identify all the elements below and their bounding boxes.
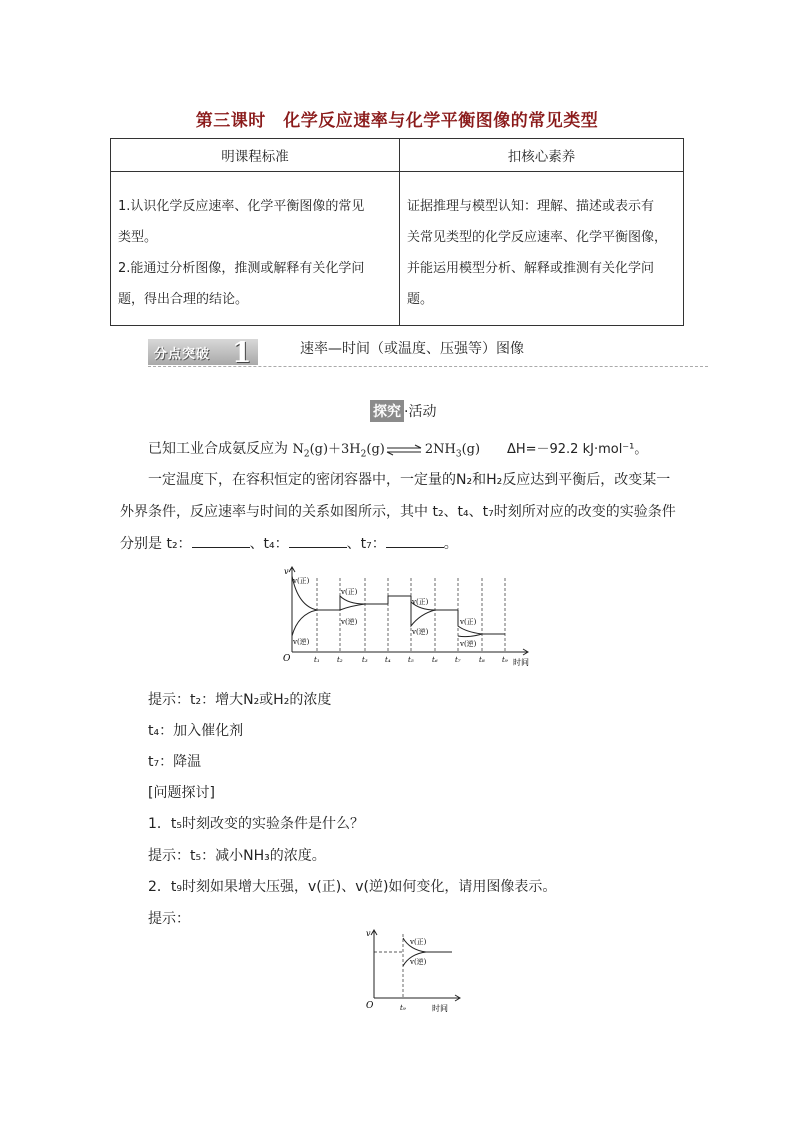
forward-rate-curve-2 xyxy=(340,596,365,610)
tick-t9: t₉ xyxy=(502,656,508,664)
question-2: 2．t₉时刻如果增大压强，v(正)、v(逆)如何变化，请用图像表示。 xyxy=(148,879,557,895)
answer-blank-t2[interactable] xyxy=(192,533,250,548)
forward-label: v(正) xyxy=(410,938,427,946)
reverse-rate-curve-4 xyxy=(458,634,482,637)
reverse-rate-curve-1 xyxy=(292,610,317,636)
hint-t4: t₄：加入催化剂 xyxy=(148,723,244,739)
reverse-label-1: v(逆) xyxy=(293,638,310,646)
answer-blank-t4[interactable] xyxy=(289,533,347,548)
catalyst-rate-line xyxy=(388,596,411,604)
tick-t2: t₂ xyxy=(337,656,343,664)
header-curriculum-standard: 明课程标准 xyxy=(111,139,400,172)
explore-activity-label: 探究 ·活动 xyxy=(370,400,436,422)
paragraph-line-3: 外界条件，反应速率与时间的关系如图所示，其中 t₂、t₄、t₇时刻所对应的改变的实验条件 xyxy=(120,504,676,520)
origin-label: O xyxy=(366,1001,374,1011)
tick-t8: t₈ xyxy=(479,656,485,664)
tick-t5: t₅ xyxy=(408,656,414,664)
time-axis-label: 时间 xyxy=(432,1004,448,1013)
standards-table xyxy=(110,138,684,326)
reverse-rate-curve-2 xyxy=(340,604,388,610)
v-axis-label: v xyxy=(366,929,371,938)
tick-t1: t₁ xyxy=(314,656,320,664)
tick-t6: t₆ xyxy=(432,656,438,664)
section-badge: 分点突破 1 xyxy=(148,339,258,365)
pressure-increase-figure xyxy=(360,926,470,1020)
reverse-label-3: v(逆) xyxy=(412,628,429,636)
tick-t3: t₃ xyxy=(362,656,368,664)
question-1: 1．t₅时刻改变的实验条件是什么？ xyxy=(148,816,365,832)
tick-t7: t₇ xyxy=(455,656,461,664)
reaction-equation: $N_2(g)+3H_2(g)$ $2NH_3(g)$ xyxy=(292,442,481,460)
problem-discussion-header: [问题探讨] xyxy=(148,785,215,801)
reverse-label-4: v(逆) xyxy=(460,640,477,648)
v-axis-label: v xyxy=(284,567,289,576)
forward-label-4: v(正) xyxy=(460,618,477,626)
curriculum-standard-text: 1.认识化学反应速率、化学平衡图像的常见 类型。 2.能通过分析图像，推测或解释有关化学问 题，得出合理的结论。 xyxy=(118,199,365,307)
reaction-line: 已知工业合成氨反应为 $N_2(g)+3H_2(g)$ $2NH_3(g)$ ΔH=－92.2 kJ·mol⁻¹。 xyxy=(148,441,648,460)
forward-label-2: v(正) xyxy=(341,588,358,596)
tick-t9: t₉ xyxy=(400,1004,406,1012)
paragraph-line-2: 一定温度下，在容积恒定的密闭容器中，一定量的N₂和H₂反应达到平衡后，改变某一 xyxy=(148,472,671,488)
origin-label: O xyxy=(283,654,291,664)
hint-t7: t₇：降温 xyxy=(148,754,202,770)
explore-tag: 探究 xyxy=(370,400,404,422)
tick-t4: t₄ xyxy=(385,656,391,664)
forward-label-1: v(正) xyxy=(293,577,310,585)
section-header xyxy=(148,337,708,367)
hint-t2: 提示：t₂：增大N₂或H₂的浓度 xyxy=(148,692,332,708)
page-title: 第三课时 化学反应速率与化学平衡图像的常见类型 xyxy=(195,111,599,131)
rate-time-figure xyxy=(280,564,542,674)
paragraph-line-4: 分别是 t₂： 、t₄： 、t₇： 。 xyxy=(120,533,458,553)
section-title: 速率—时间（或温度、压强等）图像 xyxy=(300,341,524,357)
header-core-literacy: 扣核心素养 xyxy=(400,139,684,172)
reverse-label-2: v(逆) xyxy=(341,618,358,626)
time-axis-label: 时间 xyxy=(513,658,529,667)
section-divider xyxy=(148,366,708,367)
answer-blank-t7[interactable] xyxy=(386,533,444,548)
core-literacy-text: 证据推理与模型认知：理解、描述或表示有 关常见类型的化学反应速率、化学平衡图像， 并能运用模型分析、解释或推测有关化学问 题。 xyxy=(407,199,668,307)
reverse-label: v(逆) xyxy=(410,958,427,966)
answer-1: 提示：t₅：减小NH₃的浓度。 xyxy=(148,848,326,864)
answer-2-label: 提示： xyxy=(148,911,190,927)
forward-label-3: v(正) xyxy=(412,598,429,606)
